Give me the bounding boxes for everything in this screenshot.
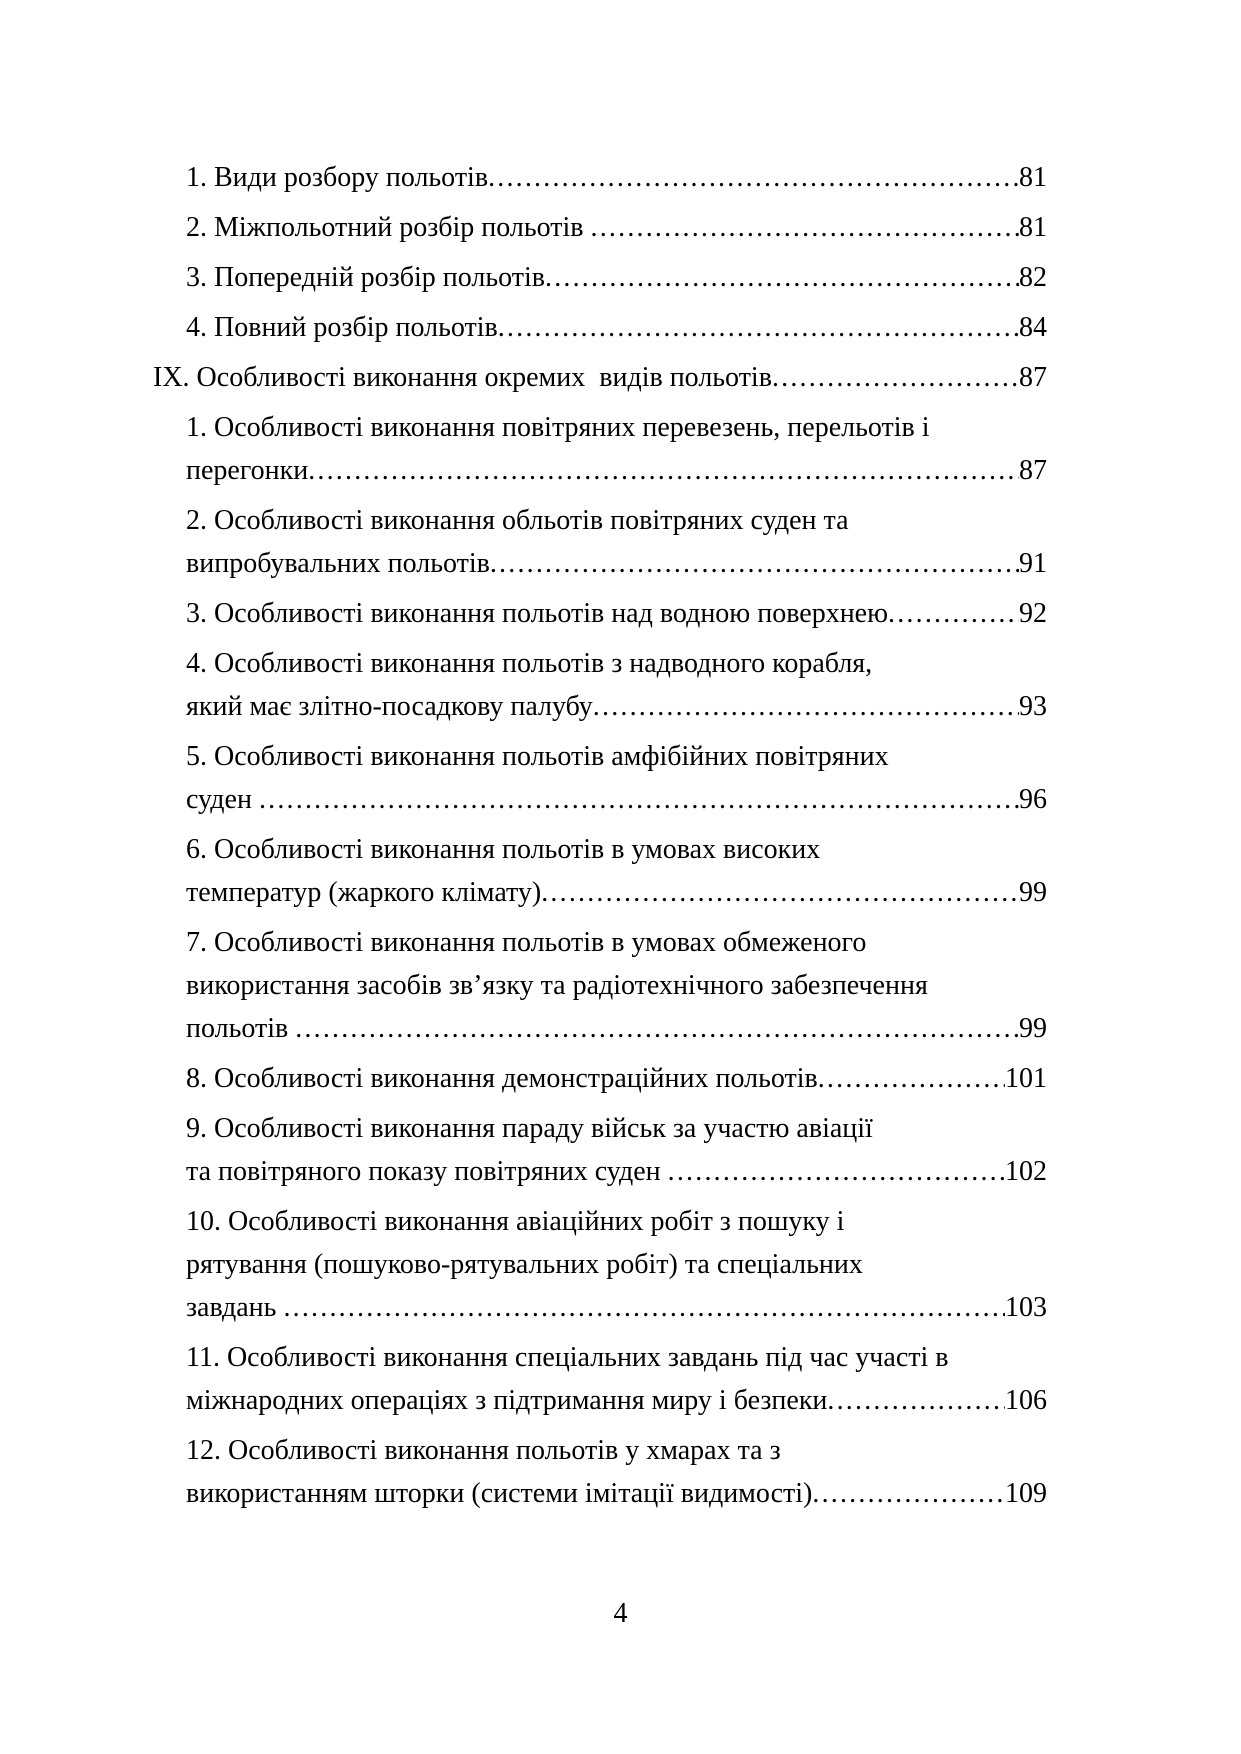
dot-leader	[295, 1007, 1019, 1050]
toc-entry-text: 2. Міжпольотний розбір польотів	[186, 212, 591, 243]
toc-entry-text-line: 2. Особливості виконання обльотів повітряних суден та	[186, 505, 849, 536]
toc-entry-text-line: 7. Особливості виконання польотів в умовах обмеженого	[186, 927, 867, 958]
toc-entry-text-line: 12. Особливості виконання польотів у хмарах та з	[186, 1435, 781, 1466]
toc-sub-entry	[153, 1107, 1047, 1193]
toc-page-number: 87	[1019, 362, 1047, 393]
toc-entry-leader-line	[186, 306, 1047, 349]
dot-leader	[812, 1472, 1005, 1515]
toc-entry-text-line: рятування (пошуково-рятувальних робіт) та спеціальних	[186, 1249, 863, 1280]
dot-leader	[818, 1057, 1005, 1100]
dot-leader	[591, 206, 1019, 249]
toc-sub-entry	[153, 735, 1047, 821]
dot-leader	[308, 449, 1019, 492]
toc-entry-text: IX. Особливості виконання окремих видів польотів	[153, 362, 772, 393]
toc-sub-entry	[153, 306, 1047, 349]
toc-entry-text: 1. Види розбору польотів	[186, 162, 489, 193]
toc-sub-entry	[153, 406, 1047, 492]
toc-sub-entry	[153, 828, 1047, 914]
toc-page-number: 109	[1005, 1478, 1047, 1509]
toc-entry-text: та повітряного показу повітряних суден	[186, 1156, 668, 1187]
toc-sub-entry	[153, 1057, 1047, 1100]
table-of-contents	[153, 156, 1047, 1522]
toc-section-entry	[153, 356, 1047, 399]
toc-entry-leader-line	[186, 542, 1047, 585]
toc-sub-entry	[153, 156, 1047, 199]
toc-entry-leader-line	[186, 256, 1047, 299]
dot-leader	[827, 1379, 1005, 1422]
toc-entry-leader-line	[186, 1286, 1047, 1329]
toc-entry-text-line: 4. Особливості виконання польотів з надводного корабля,	[186, 648, 873, 679]
toc-page-number: 102	[1005, 1156, 1047, 1187]
dot-leader	[668, 1150, 1005, 1193]
toc-entry-list	[153, 156, 1047, 1515]
toc-sub-entry	[153, 1336, 1047, 1422]
toc-page-number: 106	[1005, 1385, 1047, 1416]
toc-entry-text: 4. Повний розбір польотів	[186, 312, 498, 343]
toc-entry-leader-line	[186, 685, 1047, 728]
toc-entry-text: 8. Особливості виконання демонстраційних польотів	[186, 1063, 818, 1094]
toc-page-number: 84	[1019, 312, 1047, 343]
toc-page-number: 99	[1019, 877, 1047, 908]
toc-entry-leader-line	[153, 356, 1047, 399]
toc-entry-text: завдань	[186, 1292, 284, 1323]
dot-leader	[772, 356, 1019, 399]
toc-page-number: 91	[1019, 548, 1047, 579]
toc-entry-leader-line	[186, 156, 1047, 199]
dot-leader	[888, 592, 1019, 635]
toc-entry-text: який має злітно-посадкову палубу	[186, 691, 593, 722]
toc-sub-entry	[153, 642, 1047, 728]
toc-entry-text: 3. Особливості виконання польотів над водною поверхнею	[186, 598, 889, 629]
dot-leader	[541, 871, 1019, 914]
toc-page-number: 92	[1019, 598, 1047, 629]
toc-entry-text-line: 6. Особливості виконання польотів в умовах високих	[186, 834, 821, 865]
toc-entry-text: суден	[186, 784, 259, 815]
dot-leader	[593, 685, 1019, 728]
toc-entry-text: 3. Попередній розбір польотів	[186, 262, 545, 293]
toc-entry-text: перегонки	[186, 455, 309, 486]
toc-entry-leader-line	[186, 1057, 1047, 1100]
toc-page-number: 96	[1019, 784, 1047, 815]
toc-entry-text-line: 5. Особливості виконання польотів амфібійних повітряних	[186, 741, 889, 772]
dot-leader	[498, 306, 1019, 349]
toc-entry-leader-line	[186, 592, 1047, 635]
toc-sub-entry	[153, 499, 1047, 585]
toc-page-number: 87	[1019, 455, 1047, 486]
toc-sub-entry	[153, 592, 1047, 635]
toc-entry-text-line: 11. Особливості виконання спеціальних завдань під час участі в	[186, 1342, 949, 1373]
dot-leader	[490, 542, 1019, 585]
toc-entry-text: використанням шторки (системи імітації видимості)	[186, 1478, 813, 1509]
page-footer	[0, 1592, 1241, 1635]
toc-page-number: 82	[1019, 262, 1047, 293]
toc-page-number: 103	[1005, 1292, 1047, 1323]
toc-entry-leader-line	[186, 1150, 1047, 1193]
toc-entry-leader-line	[186, 1379, 1047, 1422]
toc-entry-text-line: використання засобів зв’язку та радіотехнічного забезпечення	[186, 970, 928, 1001]
toc-page-number: 101	[1005, 1063, 1047, 1094]
toc-entry-leader-line	[186, 1472, 1047, 1515]
toc-entry-leader-line	[186, 871, 1047, 914]
toc-entry-text: температур (жаркого клімату)	[186, 877, 542, 908]
dot-leader	[545, 256, 1019, 299]
toc-page-number: 81	[1019, 212, 1047, 243]
toc-entry-text: випробувальних польотів	[186, 548, 490, 579]
toc-entry-leader-line	[186, 206, 1047, 249]
toc-entry-text-line: 1. Особливості виконання повітряних перевезень, перельотів і	[186, 412, 930, 443]
toc-page-number: 81	[1019, 162, 1047, 193]
toc-entry-text: польотів	[186, 1013, 296, 1044]
toc-sub-entry	[153, 1429, 1047, 1515]
toc-sub-entry	[153, 206, 1047, 249]
toc-entry-text-line: 10. Особливості виконання авіаційних робіт з пошуку і	[186, 1206, 845, 1237]
toc-entry-leader-line	[186, 449, 1047, 492]
toc-entry-leader-line	[186, 778, 1047, 821]
dot-leader	[259, 778, 1019, 821]
dot-leader	[488, 156, 1019, 199]
toc-page-number: 99	[1019, 1013, 1047, 1044]
toc-sub-entry	[153, 921, 1047, 1050]
toc-sub-entry	[153, 1200, 1047, 1329]
toc-entry-text-line: 9. Особливості виконання параду військ за участю авіації	[186, 1113, 873, 1144]
toc-sub-entry	[153, 256, 1047, 299]
dot-leader	[283, 1286, 1005, 1329]
toc-entry-text: міжнародних операціях з підтримання миру і безпеки	[186, 1385, 828, 1416]
toc-page-number: 93	[1019, 691, 1047, 722]
page-number: 4	[613, 1598, 628, 1629]
toc-entry-leader-line	[186, 1007, 1047, 1050]
